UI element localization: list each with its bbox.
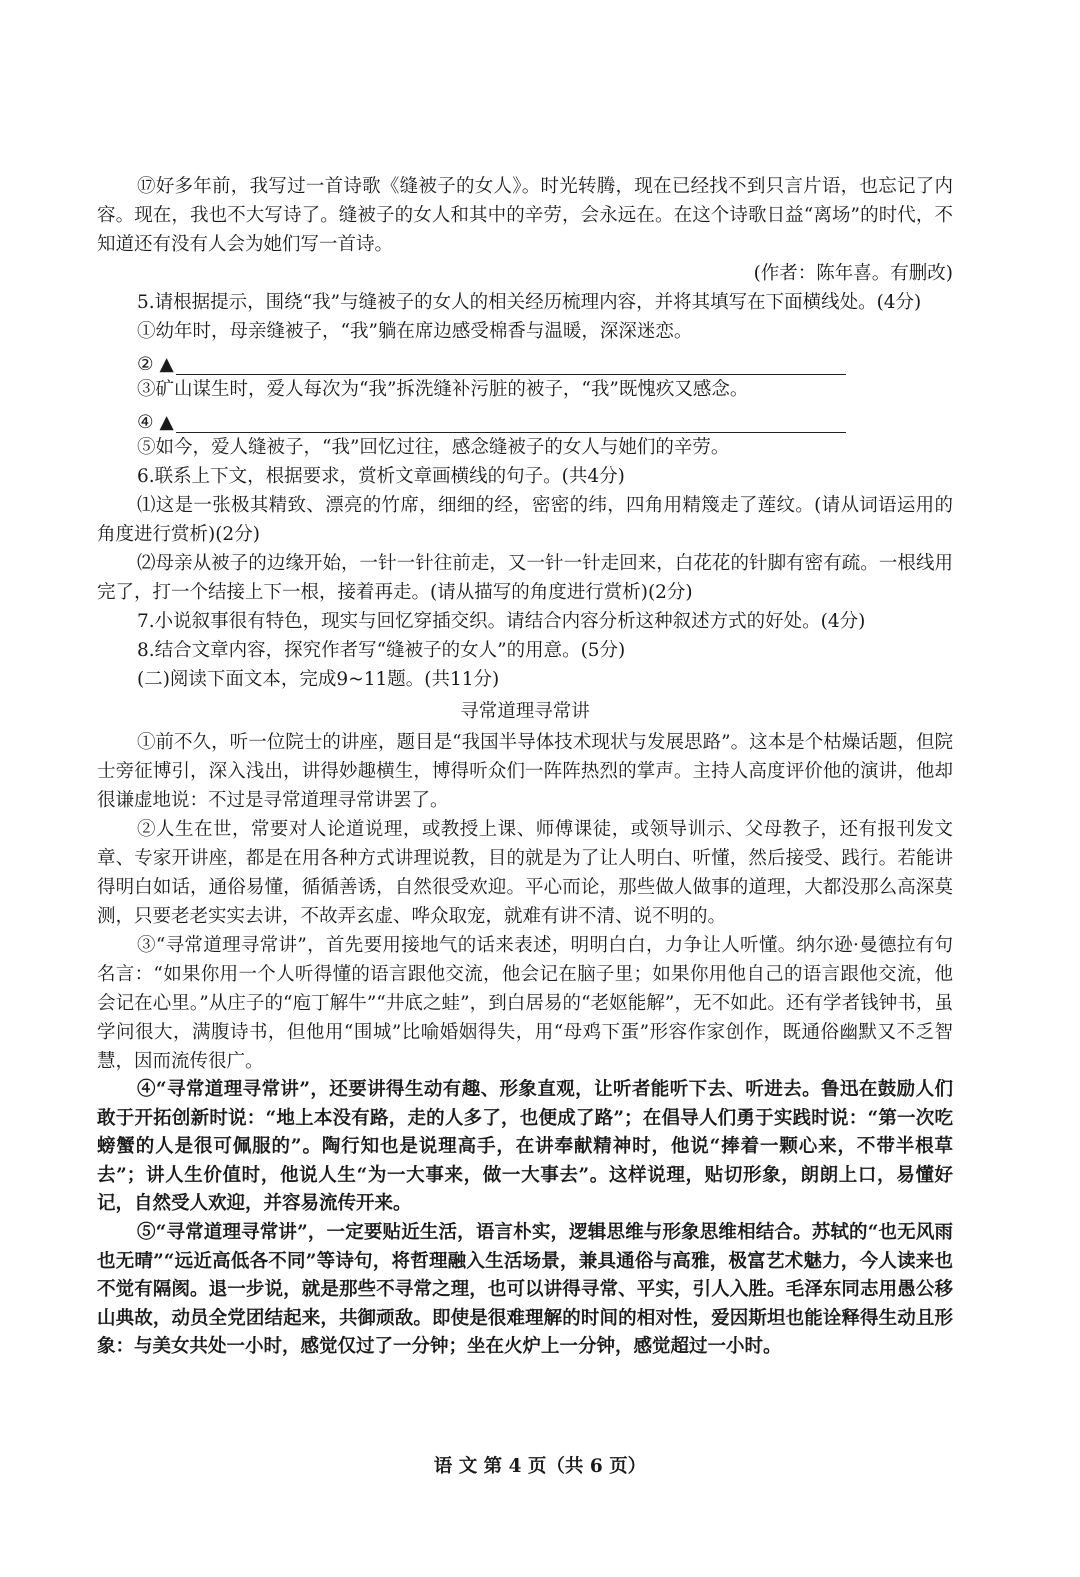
article-title: 寻常道理寻常讲	[460, 701, 590, 722]
question-6-prompt: 6.联系上下文，根据要求，赏析文章画横线的句子。(共4分)	[137, 466, 625, 487]
answer-line	[176, 412, 846, 433]
article-paragraph-5: ⑤“寻常道理寻常讲”，一定要贴近生活，语言朴实，逻辑思维与形象思维相结合。苏轼的“也无风雨也无晴”“远近高低各不同”等诗句，将哲理融入生活场景，兼具通俗与高雅，极富艺术魅力，今人读来也不觉有隔阂。退一步说，就是那些不寻常之理，也可以讲得寻常、平实，引人入胜。毛泽东同志用愚公移山典故，动员全党团结起来，共御顽敌。即使是很难理解的时间的相对性，爱因斯坦也能诠释得生动且形象：与美女共处一小时，感觉仅过了一分钟；坐在火炉上一分钟，感觉超过一小时。	[97, 1221, 953, 1358]
q5-item-4-blank	[97, 404, 953, 433]
q5-item-2-blank	[97, 346, 953, 375]
q6-sub-1: ⑴这是一张极其精致、漂亮的竹席，细细的经，密密的纬，四角用精篾走了莲纹。(请从词语运用的角度进行赏析)(2分)	[97, 495, 953, 545]
q5-item-4-label: ④ ▲	[137, 412, 174, 433]
article-paragraph-3: ③“寻常道理寻常讲”，首先要用接地气的话来表述，明明白白，力争让人听懂。纳尔逊·曼德拉有句名言：“如果你用一个人听得懂的语言跟他交流，他会记在脑子里；如果你用他自己的语言跟他交流，他会记在心里。”从庄子的“庖丁解牛”“井底之蛙”，到白居易的“老妪能解”，无不如此。还有学者钱钟书，虽学问很大，满腹诗书，但他用“围城”比喻婚姻得失，用“母鸡下蛋”形容作家创作，既通俗幽默又不乏智慧，因而流传很广。	[97, 935, 953, 1072]
q6-sub-2: ⑵母亲从被子的边缘开始，一针一针往前走，又一针一针走回来，白花花的针脚有密有疏。一根线用完了，打一个结接上下一根，接着再走。(请从描写的角度进行赏析)(2分)	[97, 553, 953, 603]
section-2-heading: (二)阅读下面文本，完成9~11题。(共11分)	[137, 669, 500, 690]
q5-item-2-label: ② ▲	[137, 354, 174, 375]
paragraph-17: ⑰好多年前，我写过一首诗歌《缝被子的女人》。时光转腾，现在已经找不到只言片语，也忘记了内容。现在，我也不大写诗了。缝被子的女人和其中的辛劳，会永远在。在这个诗歌日益“离场”的时代，不知道还有没有人会为她们写一首诗。	[97, 176, 953, 255]
article-paragraph-1: ①前不久，听一位院士的讲座，题目是“我国半导体技术现状与发展思路”。这本是个枯燥话题，但院士旁征博引，深入浅出，讲得妙趣横生，博得听众们一阵阵热烈的掌声。主持人高度评价他的演讲，他却很谦虚地说：不过是寻常道理寻常讲罢了。	[97, 732, 953, 811]
question-7: 7.小说叙事很有特色，现实与回忆穿插交织。请结合内容分析这种叙述方式的好处。(4分)	[137, 611, 866, 632]
question-5-prompt: 5.请根据提示，围绕“我”与缝被子的女人的相关经历梳理内容，并将其填写在下面横线处。(4分)	[137, 292, 922, 313]
question-8: 8.结合文章内容，探究作者写“缝被子的女人”的用意。(5分)	[137, 640, 626, 661]
page-footer: 语 文 第 4 页（共 6 页）	[433, 1456, 647, 1477]
author-note: (作者：陈年喜。有删改)	[753, 263, 953, 284]
article-paragraph-2: ②人生在世，常要对人论道说理，或教授上课、师傅课徒，或领导训示、父母教子，还有报刊发文章、专家开讲座，都是在用各种方式讲理说教，目的就是为了让人明白、听懂，然后接受、践行。若能讲得明白如话，通俗易懂，循循善诱，自然很受欢迎。平心而论，那些做人做事的道理，大都没那么高深莫测，只要老老实实去讲，不故弄玄虚、哗众取宠，就难有讲不清、说不明的。	[97, 819, 953, 927]
q5-item-3: ③矿山谋生时，爱人每次为“我”拆洗缝补污脏的被子，“我”既愧疚又感念。	[137, 379, 749, 400]
article-paragraph-4: ④“寻常道理寻常讲”，还要讲得生动有趣、形象直观，让听者能听下去、听进去。鲁迅在鼓励人们敢于开拓创新时说：“地上本没有路，走的人多了，也便成了路”；在倡导人们勇于实践时说：“第一次吃螃蟹的人是很可佩服的”。陶行知也是说理高手，在讲奉献精神时，他说“捧着一颗心来，不带半根草去”；讲人生价值时，他说人生“为一大事来，做一大事去”。这样说理，贴切形象，朗朗上口，易懂好记，自然受人欢迎，并容易流传开来。	[97, 1079, 953, 1215]
q5-item-1: ①幼年时，母亲缝被子，“我”躺在席边感受棉香与温暖，深深迷恋。	[137, 321, 693, 342]
exam-page	[97, 172, 953, 1362]
q5-item-5: ⑤如今，爱人缝被子，“我”回忆过往，感念缝被子的女人与她们的辛劳。	[137, 437, 730, 458]
answer-line	[176, 354, 846, 375]
